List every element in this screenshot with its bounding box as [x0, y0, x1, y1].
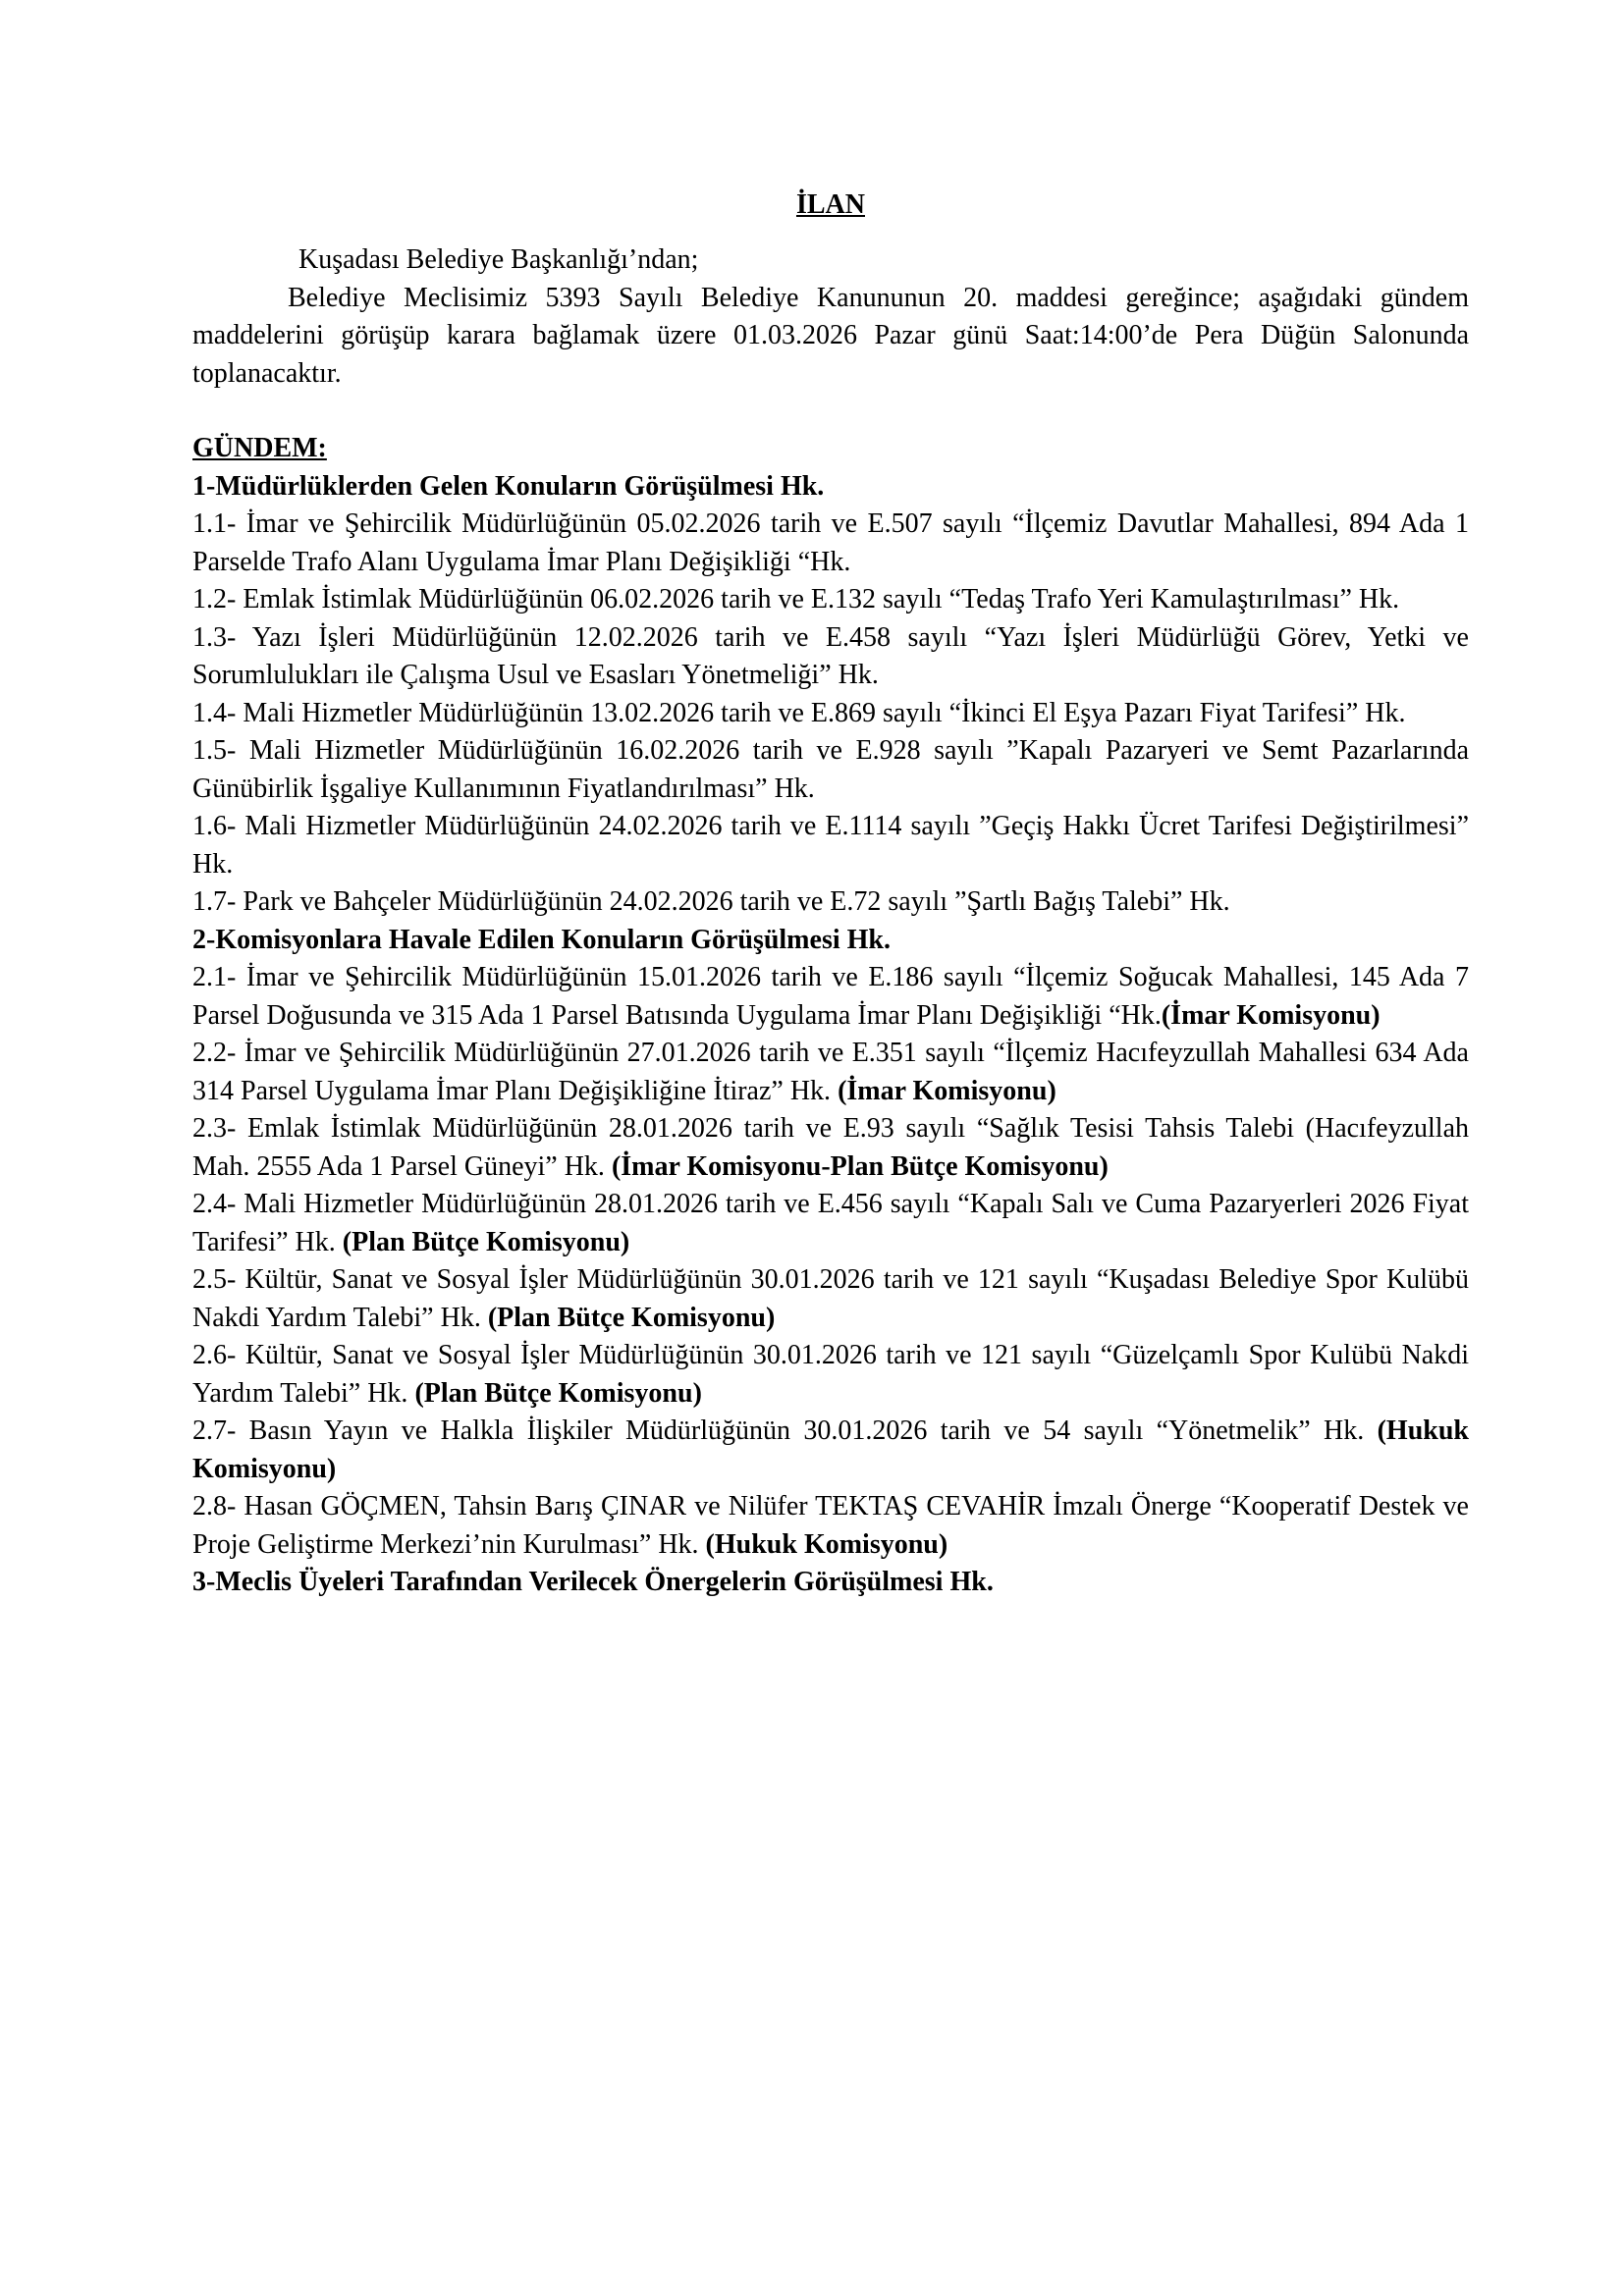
commission-label: (Hukuk Komisyonu)	[192, 1415, 1469, 1484]
agenda-item-text: 2.5- Kültür, Sanat ve Sosyal İşler Müdürlüğünün 30.01.2026 tarih ve 121 sayılı “Kuşadası Belediye Spor Kulübü Nakdi Yardım Talebi” Hk.	[192, 1264, 1469, 1333]
agenda-item-2-8	[192, 1488, 1469, 1564]
agenda-item-text: 2.6- Kültür, Sanat ve Sosyal İşler Müdürlüğünün 30.01.2026 tarih ve 121 sayılı “Güzelçamlı Spor Kulübü Nakdi Yardım Talebi” Hk.	[192, 1340, 1469, 1409]
agenda-item-1-6: 1.6- Mali Hizmetler Müdürlüğünün 24.02.2026 tarih ve E.1114 sayılı ”Geçiş Hakkı Ücret Tarifesi Değiştirilmesi” Hk.	[192, 811, 1469, 880]
agenda-item-text: 2.4- Mali Hizmetler Müdürlüğünün 28.01.2026 tarih ve E.456 sayılı “Kapalı Salı ve Cuma Pazaryerleri 2026 Fiyat Tarifesi” Hk.	[192, 1189, 1469, 1257]
commission-label: (Plan Bütçe Komisyonu)	[414, 1377, 702, 1409]
commission-label: (Hukuk Komisyonu)	[705, 1528, 948, 1560]
agenda-item-2-1	[192, 959, 1469, 1035]
commission-label: (Plan Bütçe Komisyonu)	[342, 1226, 630, 1257]
document-page	[192, 187, 1469, 1602]
agenda-item-1-3: 1.3- Yazı İşleri Müdürlüğünün 12.02.2026 tarih ve E.458 sayılı “Yazı İşleri Müdürlüğü Görev, Yetki ve Sorumlulukları ile Çalışma Usul ve Esasları Yönetmeliği” Hk.	[192, 621, 1469, 690]
commission-label: (İmar Komisyonu)	[1161, 999, 1380, 1031]
commission-label: (İmar Komisyonu-Plan Bütçe Komisyonu)	[611, 1150, 1109, 1182]
agenda-item-text: 2.8- Hasan GÖÇMEN, Tahsin Barış ÇINAR ve Nilüfer TEKTAŞ CEVAHİR İmzalı Önerge “Kooperatif Destek ve Proje Geliştirme Merkezi’nin Kurulması” Hk.	[192, 1491, 1469, 1560]
issuer-line: Kuşadası Belediye Başkanlığı’ndan;	[298, 244, 699, 275]
agenda-item-1-1: 1.1- İmar ve Şehircilik Müdürlüğünün 05.02.2026 tarih ve E.507 sayılı “İlçemiz Davutlar Mahallesi, 894 Ada 1 Parselde Trafo Alanı Uygulama İmar Planı Değişikliği “Hk.	[192, 508, 1469, 577]
agenda-item-text: 2.1- İmar ve Şehircilik Müdürlüğünün 15.01.2026 tarih ve E.186 sayılı “İlçemiz Soğucak Mahallesi, 145 Ada 7 Parsel Doğusunda ve 315 Ada 1 Parsel Batısında Uygulama İmar Planı Değişikliği “Hk.	[192, 962, 1469, 1031]
agenda-item-text: 2.2- İmar ve Şehircilik Müdürlüğünün 27.01.2026 tarih ve E.351 sayılı “İlçemiz Hacıfeyzullah Mahallesi 634 Ada 314 Parsel Uygulama İmar Planı Değişikliğine İtiraz” Hk.	[192, 1038, 1469, 1106]
agenda-item-1-7: 1.7- Park ve Bahçeler Müdürlüğünün 24.02.2026 tarih ve E.72 sayılı ”Şartlı Bağış Talebi” Hk.	[192, 886, 1230, 917]
section-2-heading: 2-Komisyonlara Havale Edilen Konuların Görüşülmesi Hk.	[192, 924, 891, 955]
agenda-item-2-2	[192, 1035, 1469, 1110]
agenda-item-text: 2.7- Basın Yayın ve Halkla İlişkiler Müdürlüğünün 30.01.2026 tarih ve 54 sayılı “Yönetmelik” Hk.	[192, 1415, 1378, 1446]
agenda-item-2-4	[192, 1186, 1469, 1261]
agenda-heading: GÜNDEM:	[192, 433, 327, 463]
agenda-item-2-5	[192, 1261, 1469, 1337]
section-3-heading: 3-Meclis Üyeleri Tarafından Verilecek Önergelerin Görüşülmesi Hk.	[192, 1567, 994, 1597]
intro-paragraph: Belediye Meclisimiz 5393 Sayılı Belediye Kanununun 20. maddesi gereğince; aşağıdaki gündem maddelerini görüşüp karara bağlamak üzere 01.03.2026 Pazar günü Saat:14:00’de Pera Düğün Salonunda toplanacaktır.	[192, 282, 1469, 389]
commission-label: (Plan Bütçe Komisyonu)	[487, 1302, 776, 1333]
agenda-item-1-2: 1.2- Emlak İstimlak Müdürlüğünün 06.02.2026 tarih ve E.132 sayılı “Tedaş Trafo Yeri Kamulaştırılması” Hk.	[192, 584, 1400, 614]
agenda-item-2-7	[192, 1413, 1469, 1488]
page-title: İLAN	[795, 189, 865, 220]
agenda-item-1-5: 1.5- Mali Hizmetler Müdürlüğünün 16.02.2026 tarih ve E.928 sayılı ”Kapalı Pazaryeri ve Semt Pazarlarında Günübirlik İşgaliye Kullanımının Fiyatlandırılması” Hk.	[192, 735, 1469, 804]
agenda-item-text: 2.3- Emlak İstimlak Müdürlüğünün 28.01.2026 tarih ve E.93 sayılı “Sağlık Tesisi Tahsis Talebi (Hacıfeyzullah Mah. 2555 Ada 1 Parsel Güneyi” Hk.	[192, 1113, 1469, 1182]
section-1-heading: 1-Müdürlüklerden Gelen Konuların Görüşülmesi Hk.	[192, 470, 825, 502]
agenda-item-2-3	[192, 1110, 1469, 1186]
agenda-item-2-6	[192, 1337, 1469, 1413]
commission-label: (İmar Komisyonu)	[838, 1075, 1056, 1106]
agenda-item-1-4: 1.4- Mali Hizmetler Müdürlüğünün 13.02.2026 tarih ve E.869 sayılı “İkinci El Eşya Pazarı Fiyat Tarifesi” Hk.	[192, 697, 1406, 728]
